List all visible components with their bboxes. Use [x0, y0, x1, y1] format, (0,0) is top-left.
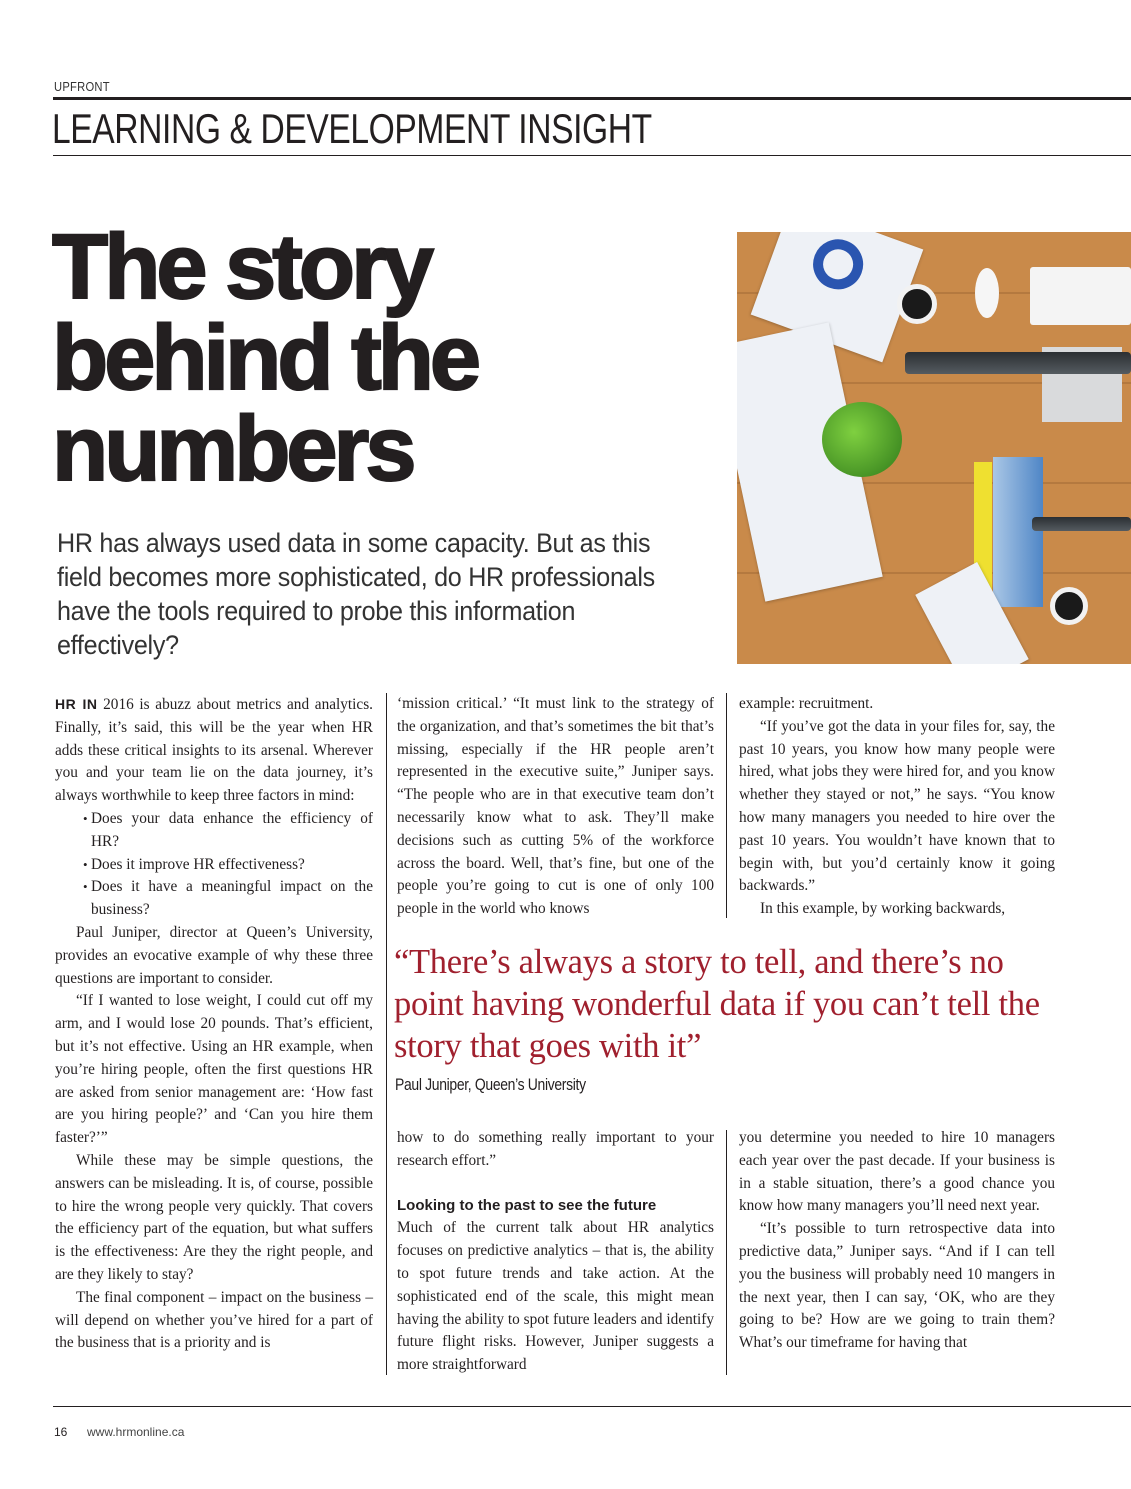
column-rule-2-bottom: [726, 1130, 727, 1375]
body-column-3-bottom: [739, 1127, 1055, 1355]
section-title: LEARNING & DEVELOPMENT INSIGHT: [52, 105, 652, 152]
body-column-2-top: [397, 693, 714, 921]
headline: [52, 216, 692, 500]
website-link[interactable]: www.hrmonline.ca: [87, 1425, 185, 1439]
footer-rule: [53, 1406, 1131, 1407]
headline-line-2: behind the: [52, 307, 478, 409]
paragraph: While these may be simple questions, the answers can be misleading. It is, of course, possible to hire the wrong people very quickly. That covers the efficiency part of the equation, but what suffers is the effectiveness: Are they the right people, and are they likely to stay?: [55, 1151, 373, 1283]
body-column-1: [55, 693, 373, 1355]
paragraph: “If I wanted to lose weight, I could cut off my arm, and I would lose 20 pounds. That’s efficient, but it’s not effective. Using an HR example, when you’re hiring people, often the first questions HR are asked from senior management are: ‘How fast are you hiring people?’ and ‘Can you hire them faster?’”: [55, 992, 373, 1147]
paragraph: “If you’ve got the data in your files for, say, the past 10 years, you know how many people were hired, what jobs they were hired for, and you know whether they stayed or not,” he says. “You know how many managers you needed to hire over the past 10 years. You wouldn’t have known that to begin with, but you’d certainly know it going backwards.”: [739, 717, 1055, 895]
paragraph: The final component – impact on the business – will depend on whether you’ve hired for a part of the business that is a priority and is: [55, 1288, 373, 1352]
paragraph: how to do something really important to your research effort.”: [397, 1129, 714, 1169]
body-column-3-top: [739, 693, 1055, 921]
folder-blue: [993, 457, 1043, 607]
column-rule-2-top: [726, 693, 727, 918]
paragraph: HR IN 2016 is abuzz about metrics and analytics. Finally, it’s said, this will be the year when HR adds these critical insights to its arsenal. Wherever you and your team lie on the data journey, it’s always worthwhile to keep three factors in mind:: [55, 696, 373, 805]
pull-quote-attribution: Paul Juniper, Queen’s University: [395, 1075, 586, 1094]
deck-standfirst: HR has always used data in some capacity. But as this field becomes more sophisticated, do HR professionals have the tools required to probe this information effectively?: [57, 528, 655, 660]
paragraph: In this example, by working backwards,: [760, 900, 1006, 918]
monitor: [905, 352, 1131, 374]
keyboard: [1030, 267, 1131, 325]
paragraph: “It’s possible to turn retrospective data into predictive data,” Juniper says. “And if I can tell you the business will probably need 10 mangers in the next year, then I can say, ‘OK, who are they going to be? How are we going to train them? What’s our timeframe for having that: [739, 1220, 1055, 1352]
paragraph: Much of the current talk about HR analytics focuses on predictive analytics – that is, the ability to spot future trends and take action. At the sophisticated end of the scale, this might mean having the ability to spot future leaders and identify future flight risks. However, Juniper suggests a more straightforward: [397, 1219, 714, 1374]
header-rule-thick: [53, 97, 1131, 100]
coffee-cup: [1050, 587, 1088, 625]
bullet-item: • Does it improve HR effectiveness?: [83, 854, 373, 877]
headline-line-1: The story: [52, 216, 431, 318]
subheading: Looking to the past to see the future: [397, 1196, 657, 1214]
bullet-item: • Does it have a meaningful impact on the business?: [83, 876, 373, 922]
body-column-2-bottom: [397, 1127, 714, 1377]
paragraph: you determine you needed to hire 10 managers each year over the past decade. If your business is in a stable situation, there’s a good chance you know how many managers you’ll need next year.: [739, 1129, 1055, 1215]
paragraph: ‘mission critical.’ “It must link to the strategy of the organization, and that’s sometimes the bit that’s missing, especially if the HR people aren’t represented in the executive suite,” Juniper says. “The people who are in that executive team don’t necessarily know what to ask. They’ll make decisions such as cutting 5% of the workforce across the board. Well, that’s fine, but one of the people you’re going to cut is one of only 100 people in the world who knows: [397, 695, 714, 918]
bullet-list: [55, 808, 373, 922]
coffee-cup: [897, 284, 937, 324]
column-rule-1: [386, 693, 387, 1375]
pull-quote: “There’s always a story to tell, and there’s no point having wonderful data if you can’t tell the story that goes with it”: [394, 943, 1040, 1065]
header-rule-thin: [53, 155, 1131, 156]
paragraph: Paul Juniper, director at Queen’s University, provides an evocative example of why these three questions are important to consider.: [55, 923, 373, 987]
desk-photo: [737, 232, 1131, 664]
lead-in: HR IN: [55, 696, 98, 712]
bullet-item: • Does your data enhance the efficiency of HR?: [83, 808, 373, 854]
section-label: UPFRONT: [54, 79, 110, 94]
plant: [822, 402, 902, 477]
page-number: 16: [54, 1425, 68, 1439]
mouse: [975, 268, 999, 318]
headline-line-3: numbers: [52, 398, 413, 500]
paragraph: example: recruitment.: [739, 695, 874, 712]
